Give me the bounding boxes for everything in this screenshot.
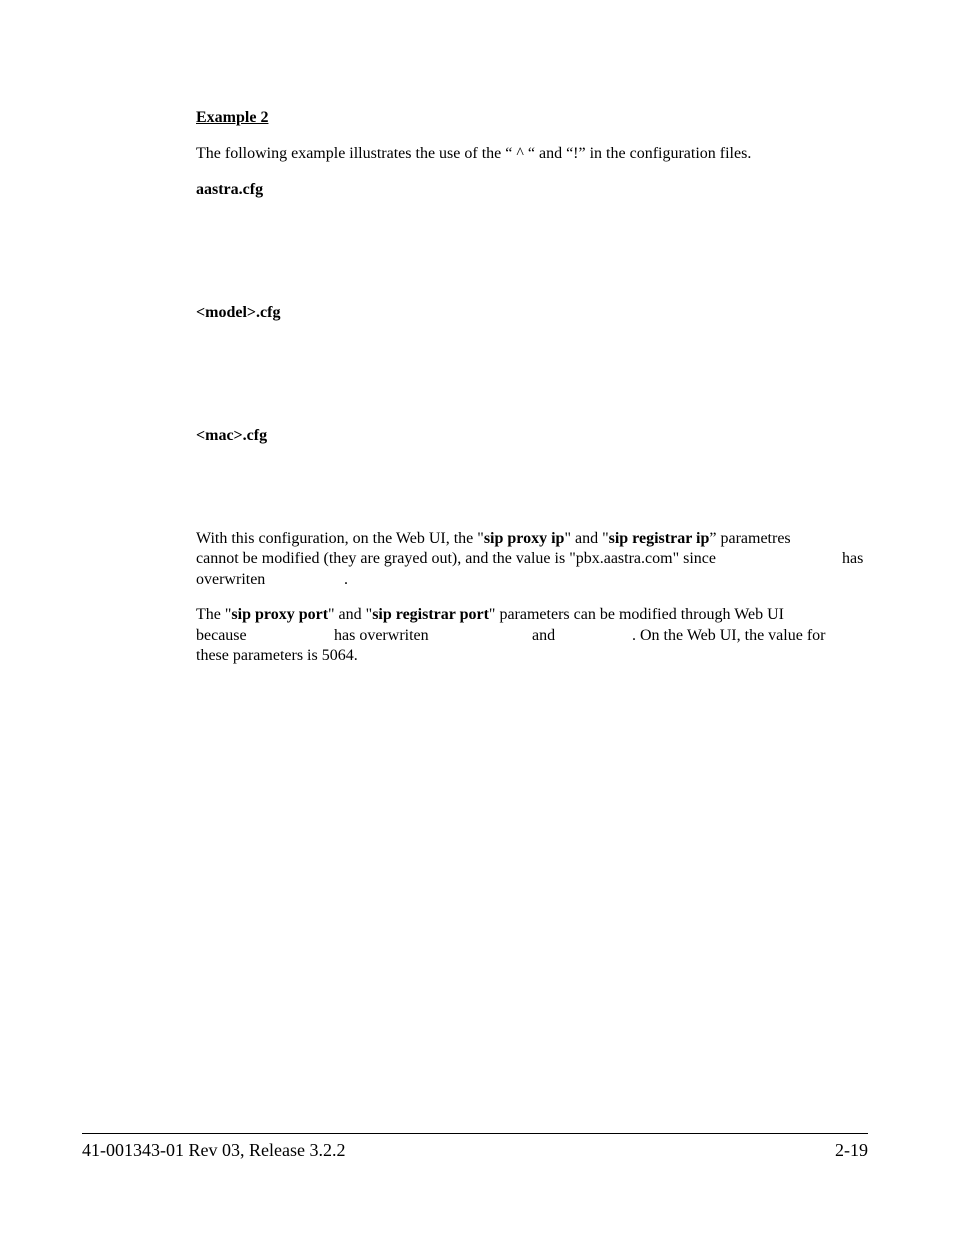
param-sip-registrar-port: sip registrar port <box>372 606 489 623</box>
para1-text: With this configuration, on the Web UI, the " <box>196 530 484 547</box>
param-sip-registrar-ip: sip registrar ip <box>608 530 710 547</box>
para1-line2: cannot be modified (they are grayed out), and the value is "pbx.aastra.com" since <box>196 550 716 567</box>
para2-line2-b: has overwriten <box>334 627 429 644</box>
para1-line3: overwriten <box>196 571 266 588</box>
para2-line2-d: . On the Web UI, the value for <box>632 627 826 644</box>
footer-doc-id: 41-001343-01 Rev 03, Release 3.2.2 <box>82 1140 346 1160</box>
footer-page-number: 2-19 <box>835 1140 868 1160</box>
para1-line1 <box>196 529 791 549</box>
param-sip-proxy-port: sip proxy port <box>231 606 329 623</box>
para2-line2-c: and <box>532 627 556 644</box>
para1-text: " and " <box>564 530 609 547</box>
para1-line3-end: . <box>344 571 348 588</box>
para2-text: " and " <box>328 606 373 623</box>
file-label-aastra: aastra.cfg <box>196 181 264 198</box>
para2-line2-a: because <box>196 627 247 644</box>
para1-line2-end: has <box>842 550 864 567</box>
footer-divider <box>82 1133 868 1134</box>
para2-line3: these parameters is 5064. <box>196 647 358 664</box>
file-label-model: <model>.cfg <box>196 304 281 321</box>
para2-line1 <box>196 605 784 625</box>
para2-text: The " <box>196 606 232 623</box>
para2-text: " parameters can be modified through Web UI <box>488 606 784 623</box>
file-label-mac: <mac>.cfg <box>196 427 268 444</box>
intro-text: The following example illustrates the use of the “ ^ “ and “!” in the configuration files. <box>196 145 752 162</box>
para1-text: ” parametres <box>709 530 791 547</box>
param-sip-proxy-ip: sip proxy ip <box>483 530 565 547</box>
section-heading: Example 2 <box>196 109 269 126</box>
